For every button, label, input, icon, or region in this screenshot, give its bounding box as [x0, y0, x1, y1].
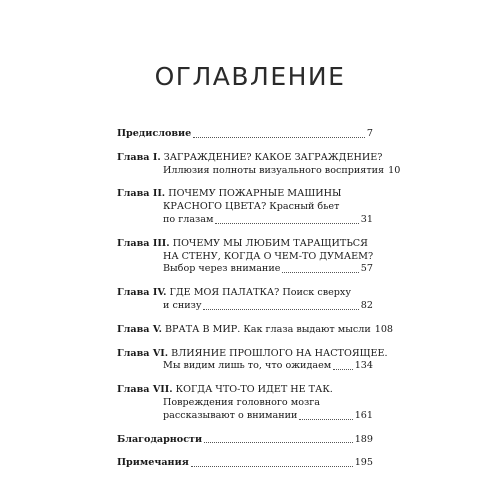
toc-entry-chapter-1[interactable]: [117, 151, 401, 178]
chapter-subtitle-cont: и снизу: [163, 299, 202, 311]
chapter-heading: ПОЧЕМУ ПОЖАРНЫЕ МАШИНЫ: [168, 188, 342, 200]
page-number: 134: [354, 360, 373, 372]
toc-entry-chapter-3[interactable]: [117, 238, 373, 276]
chapter-subtitle: Иллюзия полноты визуального восприятия: [163, 164, 385, 176]
leader-dots: [333, 368, 352, 370]
toc-entry-chapter-6[interactable]: [117, 347, 388, 374]
toc-entry-chapter-5[interactable]: [117, 323, 394, 337]
chapter-heading: ВРАТА В МИР.: [165, 323, 241, 335]
entry-label: Глава VI.: [117, 347, 169, 359]
chapter-heading: ВЛИЯНИЕ ПРОШЛОГО НА НАСТОЯЩЕЕ.: [171, 347, 388, 359]
chapter-heading: ПОЧЕМУ МЫ ЛЮБИМ ТАРАЩИТЬСЯ: [172, 237, 368, 249]
chapter-subtitle: Мы видим лишь то, что ожидаем: [163, 360, 332, 372]
chapter-subtitle: Повреждения головного мозга: [163, 396, 320, 408]
toc-entry-chapter-2[interactable]: [117, 188, 373, 226]
entry-label: Глава II.: [117, 188, 166, 200]
chapter-subtitle-cont: по глазам: [163, 213, 214, 225]
page-number: 31: [360, 213, 373, 225]
chapter-heading: ЗАГРАЖДЕНИЕ? КАКОЕ ЗАГРАЖДЕНИЕ?: [163, 151, 383, 163]
chapter-heading: КОГДА ЧТО-ТО ИДЕТ НЕ ТАК.: [175, 384, 333, 396]
entry-label: Предисловие: [117, 128, 192, 139]
entry-label: Глава IV.: [117, 287, 167, 299]
entry-label: Глава V.: [117, 323, 162, 335]
leader-dots: [204, 441, 353, 443]
leader-dots: [203, 308, 358, 310]
toc-entry-chapter-4[interactable]: [117, 287, 373, 313]
page-number: 189: [354, 433, 373, 445]
chapter-subtitle-cont: рассказывают о внимании: [163, 409, 298, 421]
toc-entry-preface[interactable]: [117, 128, 373, 141]
chapter-heading: ГДЕ МОЯ ПАЛАТКА?: [169, 287, 280, 299]
leader-dots: [191, 465, 353, 467]
page-number: 161: [354, 409, 373, 421]
toc-entry-acknowledgements[interactable]: [117, 434, 373, 447]
entry-label: Глава I.: [117, 151, 161, 163]
chapter-subtitle: Выбор через внимание: [163, 263, 281, 275]
entry-label: Глава VII.: [117, 384, 173, 396]
leader-dots: [299, 418, 352, 420]
toc-entry-chapter-7[interactable]: [117, 384, 373, 422]
leader-dots: [193, 136, 365, 138]
entry-label: Благодарности: [117, 433, 203, 445]
leader-dots: [282, 271, 358, 273]
chapter-heading-cont: КРАСНОГО ЦВЕТА?: [163, 201, 267, 213]
page-number: 108: [374, 323, 394, 335]
page-number: 57: [360, 263, 373, 275]
page-number: 195: [354, 457, 373, 469]
page-title: ОГЛАВЛЕНИЕ: [154, 62, 346, 91]
entry-label: Глава III.: [117, 237, 170, 249]
entry-label: Примечания: [117, 457, 189, 469]
chapter-subtitle: Как глаза выдают мысли: [243, 323, 371, 335]
page-number: 82: [360, 299, 373, 311]
table-of-contents: [117, 128, 401, 481]
page-number: 10: [388, 164, 401, 176]
chapter-subtitle: Поиск сверху: [282, 287, 351, 299]
toc-entry-notes[interactable]: [117, 457, 373, 470]
page-number: 7: [366, 128, 373, 139]
chapter-subtitle: Красный бьет: [269, 201, 340, 213]
leader-dots: [215, 222, 358, 224]
chapter-heading-cont: НА СТЕНУ, КОГДА О ЧЕМ-ТО ДУМАЕМ?: [163, 250, 374, 262]
